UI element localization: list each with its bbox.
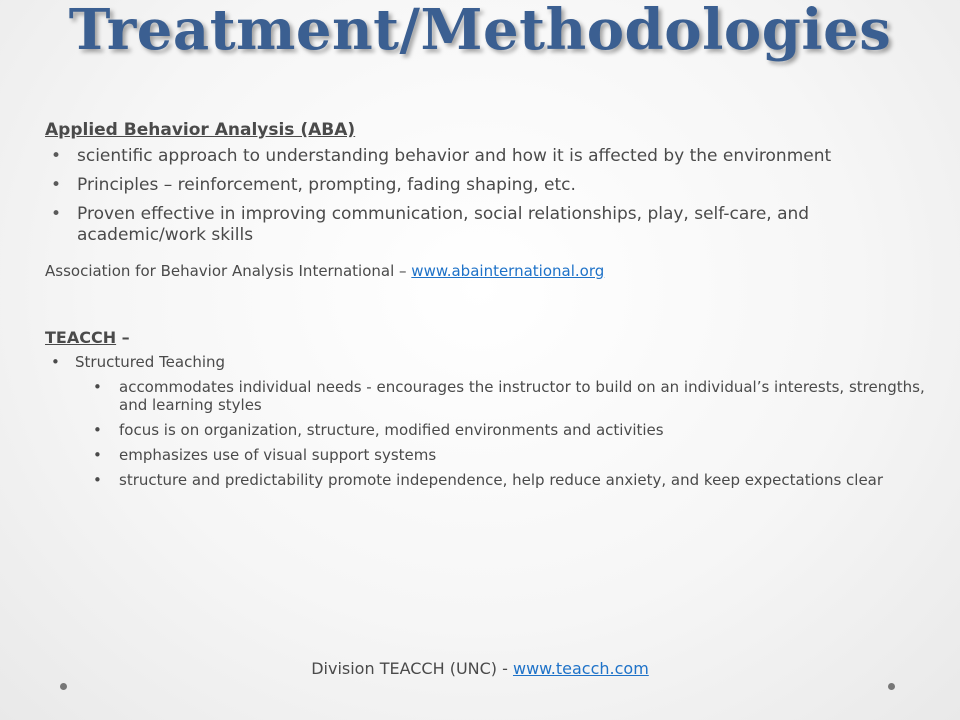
teacch-sub-bullet: • accommodates individual needs - encourages the instructor to build on an individual’s interests, strengths, and learning styles	[75, 378, 940, 414]
decorative-dot-left	[60, 683, 67, 690]
aba-citation-text: Association for Behavior Analysis International –	[45, 262, 412, 280]
aba-bullet-list	[45, 146, 940, 246]
slide-content	[45, 120, 940, 496]
footer-text: Division TEACCH (UNC) -	[311, 659, 513, 678]
teacch-sub-bullet-list	[45, 378, 940, 489]
aba-citation	[45, 262, 940, 280]
aba-bullet: • scientific approach to understanding behavior and how it is affected by the environment	[45, 146, 940, 167]
structured-teaching-item: • Structured Teaching	[45, 353, 940, 372]
teacch-sub-bullet: • focus is on organization, structure, modified environments and activities	[75, 421, 940, 439]
slide-title: Treatment/Methodologies	[68, 0, 892, 63]
decorative-dot-right	[888, 683, 895, 690]
teacch-footer	[0, 659, 960, 678]
teacch-heading-title: TEACCH	[45, 328, 117, 347]
aba-heading: Applied Behavior Analysis (ABA)	[45, 120, 356, 140]
teacch-bullet-list	[45, 353, 940, 372]
teacch-sub-bullet: • emphasizes use of visual support systems	[75, 446, 940, 464]
teacch-link[interactable]: www.teacch.com	[512, 659, 649, 678]
teacch-heading-dash: –	[116, 328, 130, 347]
aba-bullet: • Proven effective in improving communication, social relationships, play, self-care, and academic/work skills	[45, 204, 940, 246]
aba-bullet: • Principles – reinforcement, prompting, fading shaping, etc.	[45, 175, 940, 196]
abainternational-link[interactable]: www.abainternational.org	[411, 262, 605, 280]
teacch-sub-bullet: • structure and predictability promote independence, help reduce anxiety, and keep expectations clear	[75, 471, 940, 489]
teacch-heading	[45, 328, 940, 347]
